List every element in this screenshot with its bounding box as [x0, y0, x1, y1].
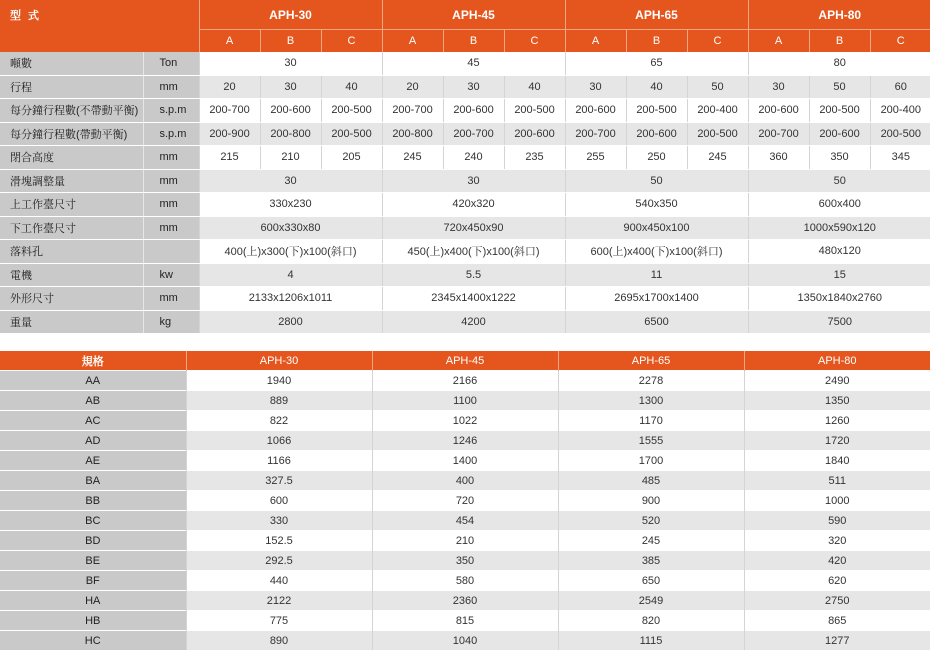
- spec-value: 5.5: [382, 263, 565, 287]
- dimension-value: 440: [186, 571, 372, 591]
- dimension-value: 1000: [744, 491, 930, 511]
- spec-value: 200-900: [199, 122, 260, 146]
- dimensions-row: [0, 551, 930, 571]
- spec-value: 200-600: [626, 122, 687, 146]
- spec-value: 200-600: [504, 122, 565, 146]
- dimension-value: 580: [372, 571, 558, 591]
- spec-value: 255: [565, 146, 626, 170]
- dimension-value: 1277: [744, 631, 930, 650]
- subheader-spacer: [0, 30, 199, 53]
- dimension-value: 620: [744, 571, 930, 591]
- dimension-value: 2360: [372, 591, 558, 611]
- dimensions-row: [0, 391, 930, 411]
- spec-value: 30: [748, 75, 809, 99]
- dimension-value: 330: [186, 511, 372, 531]
- sub-column-header: C: [321, 30, 382, 53]
- dimension-value: 1300: [558, 391, 744, 411]
- spec-value: 200-700: [748, 122, 809, 146]
- dimension-value: 152.5: [186, 531, 372, 551]
- sub-column-header: A: [565, 30, 626, 53]
- dimension-value: 2549: [558, 591, 744, 611]
- dimension-value: 1400: [372, 451, 558, 471]
- sub-column-header: C: [870, 30, 930, 53]
- spec-value: 480x120: [748, 240, 930, 264]
- spec-value: 200-500: [504, 99, 565, 123]
- spec-value: 80: [748, 52, 930, 75]
- spec-row-unit: Ton: [143, 52, 199, 75]
- spec-value: 60: [870, 75, 930, 99]
- dimensions-model-header: APH-45: [372, 351, 558, 371]
- dimension-value: 1170: [558, 411, 744, 431]
- spec-value: 40: [626, 75, 687, 99]
- spec-value: 40: [321, 75, 382, 99]
- spec-value: 45: [382, 52, 565, 75]
- spec-value: 200-500: [626, 99, 687, 123]
- spec-value: 200-500: [321, 122, 382, 146]
- dimension-value: 1040: [372, 631, 558, 650]
- spec-value: 30: [199, 169, 382, 193]
- dimension-value: 1100: [372, 391, 558, 411]
- spec-value: 420x320: [382, 193, 565, 217]
- spec-value: 2345x1400x1222: [382, 287, 565, 311]
- dimension-value: 720: [372, 491, 558, 511]
- spec-row-unit: mm: [143, 146, 199, 170]
- spec-row: [0, 169, 930, 193]
- spec-row: [0, 146, 930, 170]
- spec-row-label: 滑塊調整量: [0, 169, 143, 193]
- dimensions-header-label: 規格: [0, 351, 186, 371]
- dimensions-table: [0, 351, 930, 650]
- dimensions-row: [0, 611, 930, 631]
- spec-value: 200-600: [260, 99, 321, 123]
- spec-value: 30: [443, 75, 504, 99]
- spec-row: [0, 52, 930, 75]
- spec-value: 720x450x90: [382, 216, 565, 240]
- dimension-value: 400: [372, 471, 558, 491]
- spec-value: 200-800: [260, 122, 321, 146]
- dimension-code: BF: [0, 571, 186, 591]
- spec-value: 2133x1206x1011: [199, 287, 382, 311]
- dimensions-model-header: APH-65: [558, 351, 744, 371]
- spec-value: 1350x1840x2760: [748, 287, 930, 311]
- spec-value: 600x400: [748, 193, 930, 217]
- dimension-code: AB: [0, 391, 186, 411]
- spec-row-label: 落料孔: [0, 240, 143, 264]
- dimension-code: BA: [0, 471, 186, 491]
- dimension-value: 650: [558, 571, 744, 591]
- dimension-value: 2122: [186, 591, 372, 611]
- dimension-value: 820: [558, 611, 744, 631]
- dimension-value: 1066: [186, 431, 372, 451]
- spec-row-label: 每分鐘行程數(帶動平衡): [0, 122, 143, 146]
- dimension-value: 1840: [744, 451, 930, 471]
- sub-column-header: B: [260, 30, 321, 53]
- spec-value: 200-500: [870, 122, 930, 146]
- spec-row: [0, 75, 930, 99]
- spec-value: 215: [199, 146, 260, 170]
- dimension-value: 1700: [558, 451, 744, 471]
- model-header: APH-80: [748, 0, 930, 30]
- dimensions-model-header: APH-80: [744, 351, 930, 371]
- spec-row-unit: kg: [143, 310, 199, 334]
- dimensions-row: [0, 471, 930, 491]
- sub-column-header: A: [382, 30, 443, 53]
- spec-row: [0, 240, 930, 264]
- spec-row-label: 下工作臺尺寸: [0, 216, 143, 240]
- dimension-value: 1115: [558, 631, 744, 650]
- spec-value: 7500: [748, 310, 930, 334]
- spec-value: 245: [382, 146, 443, 170]
- spec-row-label: 電機: [0, 263, 143, 287]
- dimensions-row: [0, 371, 930, 391]
- dimension-value: 292.5: [186, 551, 372, 571]
- spec-row-unit: mm: [143, 287, 199, 311]
- spec-row-label: 噸數: [0, 52, 143, 75]
- dimensions-row: [0, 491, 930, 511]
- dimension-code: BE: [0, 551, 186, 571]
- model-header: APH-45: [382, 0, 565, 30]
- spec-value: 900x450x100: [565, 216, 748, 240]
- spec-value: 200-500: [321, 99, 382, 123]
- spec-value: 205: [321, 146, 382, 170]
- spec-value: 200-700: [565, 122, 626, 146]
- dimension-code: AA: [0, 371, 186, 391]
- spec-value: 4: [199, 263, 382, 287]
- spec-value: 350: [809, 146, 870, 170]
- spec-value: 250: [626, 146, 687, 170]
- spec-value: 330x230: [199, 193, 382, 217]
- dimension-value: 245: [558, 531, 744, 551]
- spec-value: 200-600: [809, 122, 870, 146]
- spec-value: 50: [809, 75, 870, 99]
- dimension-code: BC: [0, 511, 186, 531]
- dimensions-row: [0, 451, 930, 471]
- dimensions-row: [0, 591, 930, 611]
- dimension-value: 815: [372, 611, 558, 631]
- spec-value: 200-700: [382, 99, 443, 123]
- dimension-value: 600: [186, 491, 372, 511]
- spec-row-label: 閉合高度: [0, 146, 143, 170]
- dimension-value: 320: [744, 531, 930, 551]
- spec-row-unit: s.p.m: [143, 99, 199, 123]
- model-header: APH-65: [565, 0, 748, 30]
- spec-value: 200-400: [870, 99, 930, 123]
- dimension-code: AC: [0, 411, 186, 431]
- spec-value: 450(上)x400(下)x100(斜口): [382, 240, 565, 264]
- spec-value: 400(上)x300(下)x100(斜口): [199, 240, 382, 264]
- dimension-code: HB: [0, 611, 186, 631]
- sub-column-header: A: [199, 30, 260, 53]
- dimension-code: AE: [0, 451, 186, 471]
- sub-column-header: C: [504, 30, 565, 53]
- dimension-value: 1350: [744, 391, 930, 411]
- spec-value: 200-500: [687, 122, 748, 146]
- spec-value: 20: [382, 75, 443, 99]
- spec-subheader-row: [0, 30, 930, 53]
- model-type-label: 型 式: [0, 0, 199, 30]
- dimension-value: 385: [558, 551, 744, 571]
- spec-value: 4200: [382, 310, 565, 334]
- spec-value: 50: [687, 75, 748, 99]
- dimension-value: 420: [744, 551, 930, 571]
- spec-value: 1000x590x120: [748, 216, 930, 240]
- spec-value: 235: [504, 146, 565, 170]
- dimension-value: 454: [372, 511, 558, 531]
- spec-row: [0, 287, 930, 311]
- spec-value: 30: [199, 52, 382, 75]
- sub-column-header: B: [809, 30, 870, 53]
- spec-value: 2695x1700x1400: [565, 287, 748, 311]
- spec-row-unit: mm: [143, 193, 199, 217]
- sub-column-header: B: [443, 30, 504, 53]
- dimension-value: 900: [558, 491, 744, 511]
- dimension-value: 520: [558, 511, 744, 531]
- spec-value: 200-800: [382, 122, 443, 146]
- dimension-value: 327.5: [186, 471, 372, 491]
- dimension-value: 1555: [558, 431, 744, 451]
- sub-column-header: B: [626, 30, 687, 53]
- dimension-code: AD: [0, 431, 186, 451]
- spec-value: 2800: [199, 310, 382, 334]
- dimension-value: 1246: [372, 431, 558, 451]
- spec-row-label: 重量: [0, 310, 143, 334]
- spec-row-label: 外形尺寸: [0, 287, 143, 311]
- spec-value: 40: [504, 75, 565, 99]
- spec-row-unit: [143, 240, 199, 264]
- dimension-value: 2278: [558, 371, 744, 391]
- spec-value: 20: [199, 75, 260, 99]
- spec-value: 245: [687, 146, 748, 170]
- spec-row-unit: mm: [143, 169, 199, 193]
- dimension-value: 1022: [372, 411, 558, 431]
- spec-value: 200-600: [748, 99, 809, 123]
- dimension-value: 775: [186, 611, 372, 631]
- spec-value: 11: [565, 263, 748, 287]
- dimension-value: 485: [558, 471, 744, 491]
- dimensions-row: [0, 411, 930, 431]
- dimension-value: 865: [744, 611, 930, 631]
- spec-row: [0, 310, 930, 334]
- dimensions-row: [0, 431, 930, 451]
- dimension-value: 2166: [372, 371, 558, 391]
- spec-row-unit: mm: [143, 75, 199, 99]
- dimension-value: 2490: [744, 371, 930, 391]
- spec-row: [0, 216, 930, 240]
- dimension-value: 210: [372, 531, 558, 551]
- dimension-value: 1940: [186, 371, 372, 391]
- dimension-code: HC: [0, 631, 186, 650]
- spec-value: 600(上)x400(下)x100(斜口): [565, 240, 748, 264]
- spec-value: 50: [748, 169, 930, 193]
- spec-value: 200-600: [443, 99, 504, 123]
- spec-row: [0, 122, 930, 146]
- dimensions-row: [0, 531, 930, 551]
- spec-value: 30: [260, 75, 321, 99]
- dimensions-row: [0, 631, 930, 650]
- spec-value: 50: [565, 169, 748, 193]
- dimension-value: 1720: [744, 431, 930, 451]
- spec-row: [0, 99, 930, 123]
- dimensions-header-row: [0, 351, 930, 371]
- dimensions-row: [0, 571, 930, 591]
- dimension-code: BD: [0, 531, 186, 551]
- dimension-code: BB: [0, 491, 186, 511]
- dimension-value: 1260: [744, 411, 930, 431]
- spec-value: 15: [748, 263, 930, 287]
- spec-value: 600x330x80: [199, 216, 382, 240]
- dimension-value: 1166: [186, 451, 372, 471]
- dimension-value: 822: [186, 411, 372, 431]
- spec-value: 30: [565, 75, 626, 99]
- dimension-value: 511: [744, 471, 930, 491]
- spec-row-unit: kw: [143, 263, 199, 287]
- spec-value: 200-600: [565, 99, 626, 123]
- dimension-code: HA: [0, 591, 186, 611]
- dimension-value: 2750: [744, 591, 930, 611]
- dimensions-row: [0, 511, 930, 531]
- spec-value: 200-400: [687, 99, 748, 123]
- spec-value: 360: [748, 146, 809, 170]
- spec-value: 6500: [565, 310, 748, 334]
- spec-value: 540x350: [565, 193, 748, 217]
- dimensions-model-header: APH-30: [186, 351, 372, 371]
- sub-column-header: A: [748, 30, 809, 53]
- spec-row-unit: mm: [143, 216, 199, 240]
- model-header: APH-30: [199, 0, 382, 30]
- dimension-value: 350: [372, 551, 558, 571]
- dimension-value: 590: [744, 511, 930, 531]
- spec-value: 200-700: [199, 99, 260, 123]
- spec-header-row: [0, 0, 930, 30]
- spec-row-unit: s.p.m: [143, 122, 199, 146]
- spec-value: 345: [870, 146, 930, 170]
- spec-value: 30: [382, 169, 565, 193]
- spec-value: 200-700: [443, 122, 504, 146]
- spec-row-label: 每分鐘行程數(不帶動平衡): [0, 99, 143, 123]
- spec-value: 210: [260, 146, 321, 170]
- spec-value: 200-500: [809, 99, 870, 123]
- spec-row-label: 上工作臺尺寸: [0, 193, 143, 217]
- spec-row-label: 行程: [0, 75, 143, 99]
- dimension-value: 890: [186, 631, 372, 650]
- sub-column-header: C: [687, 30, 748, 53]
- spec-value: 65: [565, 52, 748, 75]
- spec-row: [0, 193, 930, 217]
- spec-value: 240: [443, 146, 504, 170]
- spec-row: [0, 263, 930, 287]
- dimension-value: 889: [186, 391, 372, 411]
